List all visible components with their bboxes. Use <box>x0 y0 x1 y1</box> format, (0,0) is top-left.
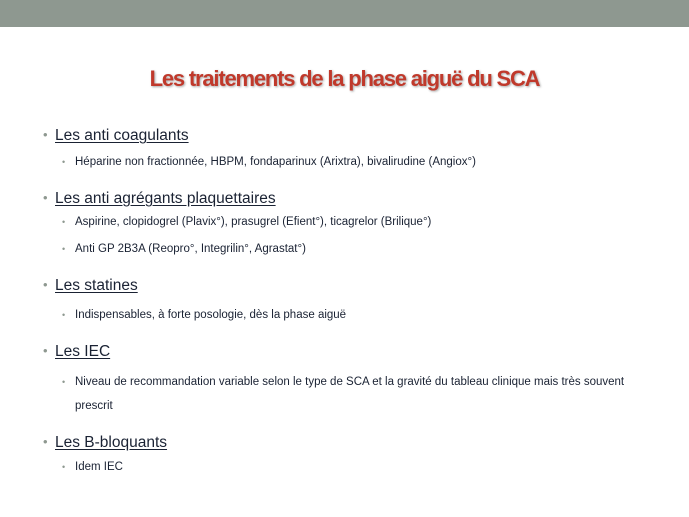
slide-title: Les traitements de la phase aiguë du SCA <box>149 66 540 91</box>
section-heading-antiaggregants <box>43 188 276 209</box>
bullet-icon: • <box>62 310 66 320</box>
section-heading-label: Les B-bloquants <box>55 434 168 451</box>
list-item-label: Niveau de recommandation variable selon le type de SCA et la gravité du tableau clinique mais très souvent prescrit <box>75 376 625 412</box>
bullet-icon: • <box>43 343 48 358</box>
list-item <box>62 455 123 480</box>
bullet-icon: • <box>62 377 66 387</box>
list-item-label: Idem IEC <box>75 461 123 473</box>
bullet-icon: • <box>62 462 66 472</box>
section-heading-label: Les IEC <box>55 343 111 360</box>
list-item-label: Aspirine, clopidogrel (Plavix°), prasugrel (Efient°), ticagrelor (Brilique°) <box>75 216 432 228</box>
section-heading-label: Les anti coagulants <box>55 127 189 144</box>
bullet-icon: • <box>62 244 66 254</box>
section-heading-label: Les anti agrégants plaquettaires <box>55 190 276 207</box>
bullet-icon: • <box>43 434 48 449</box>
slide-top-band <box>0 0 689 27</box>
list-item <box>62 210 431 235</box>
bullet-icon: • <box>43 277 48 292</box>
section-heading-bbloquants <box>43 432 167 453</box>
list-item-label: Héparine non fractionnée, HBPM, fondaparinux (Arixtra), bivalirudine (Angiox°) <box>75 156 476 168</box>
list-item-label: Anti GP 2B3A (Reopro°, Integrilin°, Agrastat°) <box>75 243 306 255</box>
list-item <box>62 303 346 328</box>
list-item <box>62 237 306 262</box>
section-heading-anticoagulants <box>43 125 189 146</box>
list-item <box>62 370 645 418</box>
section-heading-iec <box>43 341 110 362</box>
list-item-label: Indispensables, à forte posologie, dès la phase aiguë <box>75 309 347 321</box>
list-item <box>62 150 476 175</box>
section-heading-statines <box>43 275 138 296</box>
section-heading-label: Les statines <box>55 277 138 294</box>
bullet-icon: • <box>43 190 48 205</box>
bullet-icon: • <box>43 127 48 142</box>
bullet-icon: • <box>62 217 66 227</box>
bullet-icon: • <box>62 157 66 167</box>
